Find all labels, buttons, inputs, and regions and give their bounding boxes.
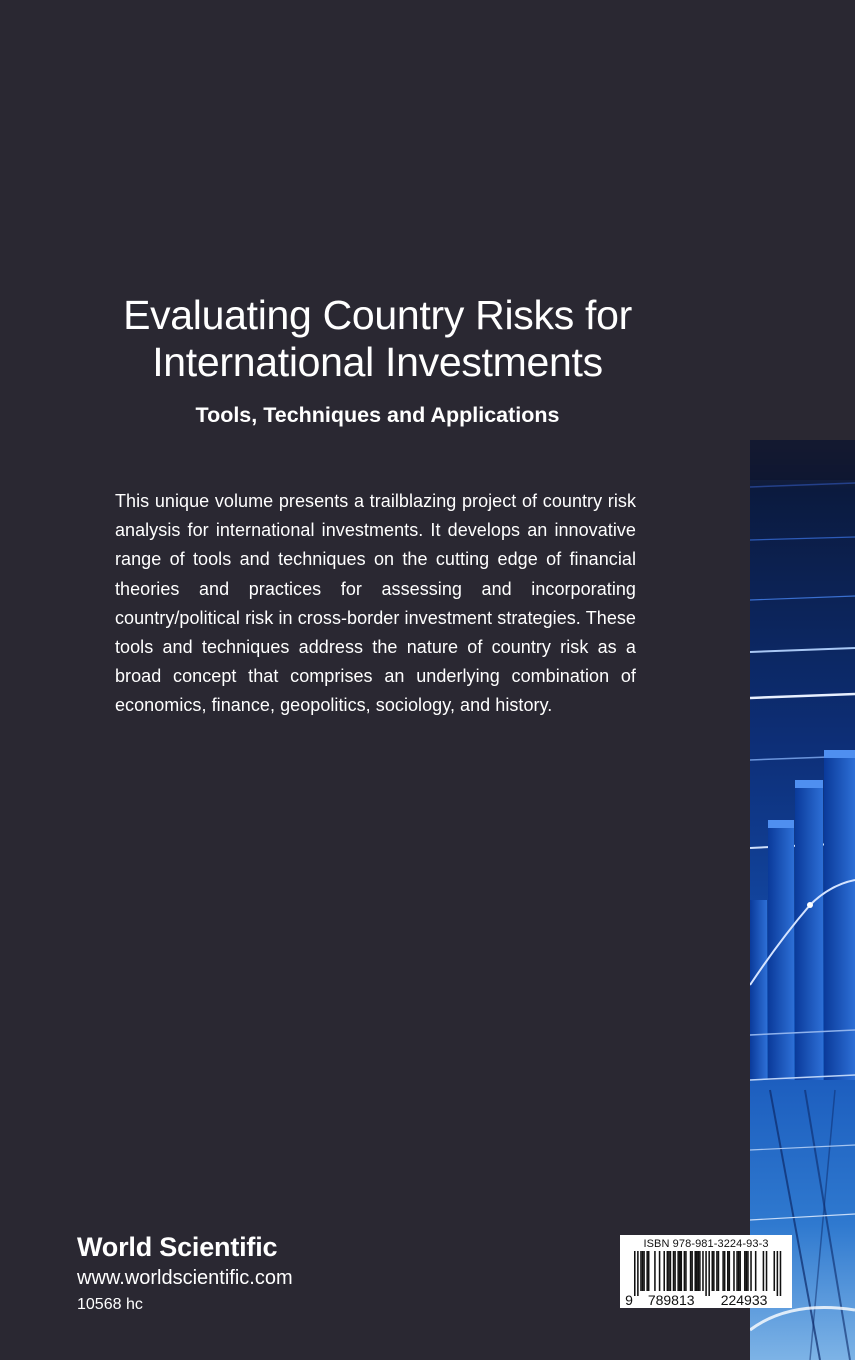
barcode-bar — [708, 1251, 710, 1296]
book-title-line-1: Evaluating Country Risks for — [123, 292, 632, 338]
barcode-bar — [739, 1251, 741, 1291]
barcode-bar — [646, 1251, 648, 1291]
publisher-block — [77, 1230, 293, 1315]
book-subtitle: Tools, Techniques and Applications — [195, 403, 560, 427]
barcode-bar — [685, 1251, 687, 1291]
book-title-line-2: International Investments — [152, 339, 603, 385]
barcode-bar — [648, 1251, 650, 1291]
barcode-digits: 789813 — [647, 1292, 695, 1308]
barcode-bar — [691, 1251, 693, 1291]
barcode-bar — [640, 1251, 642, 1291]
barcode-bar — [722, 1251, 724, 1291]
barcode-bar — [663, 1251, 665, 1291]
barcode-bar — [774, 1251, 776, 1291]
barcode-bar — [634, 1251, 636, 1296]
barcode-digits: 9 — [625, 1292, 633, 1308]
barcode-bar — [766, 1251, 768, 1291]
barcode-bar — [780, 1251, 782, 1296]
barcode-bar — [713, 1251, 715, 1291]
barcode-bar — [729, 1251, 731, 1291]
barcode-bar — [684, 1251, 686, 1291]
barcode-bars — [620, 1235, 792, 1308]
barcode-bar — [712, 1251, 714, 1291]
book-title — [60, 292, 695, 386]
barcode-bar — [746, 1251, 748, 1291]
barcode-bar — [690, 1251, 692, 1291]
barcode-bar — [694, 1251, 696, 1291]
barcode-bar — [727, 1251, 729, 1291]
publisher-url: www.worldscientific.com — [77, 1267, 293, 1289]
cover-art-image — [750, 0, 855, 1360]
barcode-bar — [674, 1251, 676, 1291]
isbn-label: ISBN 978-981-3224-93-3 — [643, 1238, 769, 1250]
barcode-bar — [642, 1251, 644, 1291]
barcode-bar — [736, 1251, 738, 1291]
barcode-bar — [702, 1251, 704, 1291]
book-description: This unique volume presents a trailblazing project of country risk analysis for international investments. It develops an innovative range of tools and techniques on the cutting edge of financial theories and practices for assessing and incorporating country/political risk in cross-border investment strategies. These tools and techniques address the nature of country risk as a broad concept that comprises an underlying combination of economics, finance, geopolitics, sociology, and history. — [115, 491, 636, 716]
barcode-bar — [643, 1251, 645, 1291]
barcode-bar — [738, 1251, 740, 1291]
barcode-bar — [670, 1251, 672, 1291]
barcode-bar — [747, 1251, 749, 1291]
barcode-bar — [696, 1251, 698, 1291]
barcode-bar — [659, 1251, 661, 1291]
barcode-bar — [677, 1251, 679, 1291]
barcode-bar — [733, 1251, 735, 1291]
barcode-bar — [716, 1251, 718, 1291]
barcode-bar — [699, 1251, 701, 1291]
barcode-bar — [724, 1251, 726, 1291]
publisher-code: 10568 hc — [77, 1296, 143, 1313]
barcode-digits: 224933 — [720, 1292, 768, 1308]
barcode-bar — [681, 1251, 683, 1291]
barcode-bar — [637, 1251, 639, 1296]
isbn-barcode — [620, 1235, 792, 1308]
barcode-bar — [744, 1251, 746, 1291]
barcode-bar — [750, 1251, 752, 1291]
barcode-bar — [763, 1251, 765, 1291]
barcode-bar — [679, 1251, 681, 1291]
barcode-bar — [698, 1251, 700, 1291]
barcode-bar — [673, 1251, 675, 1291]
barcode-bar — [654, 1251, 656, 1291]
barcode-bar — [705, 1251, 707, 1296]
barcode-bar — [755, 1251, 757, 1291]
barcode-bar — [668, 1251, 670, 1291]
barcode-bar — [667, 1251, 669, 1291]
barcode-bar — [777, 1251, 779, 1296]
publisher-name: World Scientific — [77, 1232, 278, 1262]
barcode-bar — [718, 1251, 720, 1291]
